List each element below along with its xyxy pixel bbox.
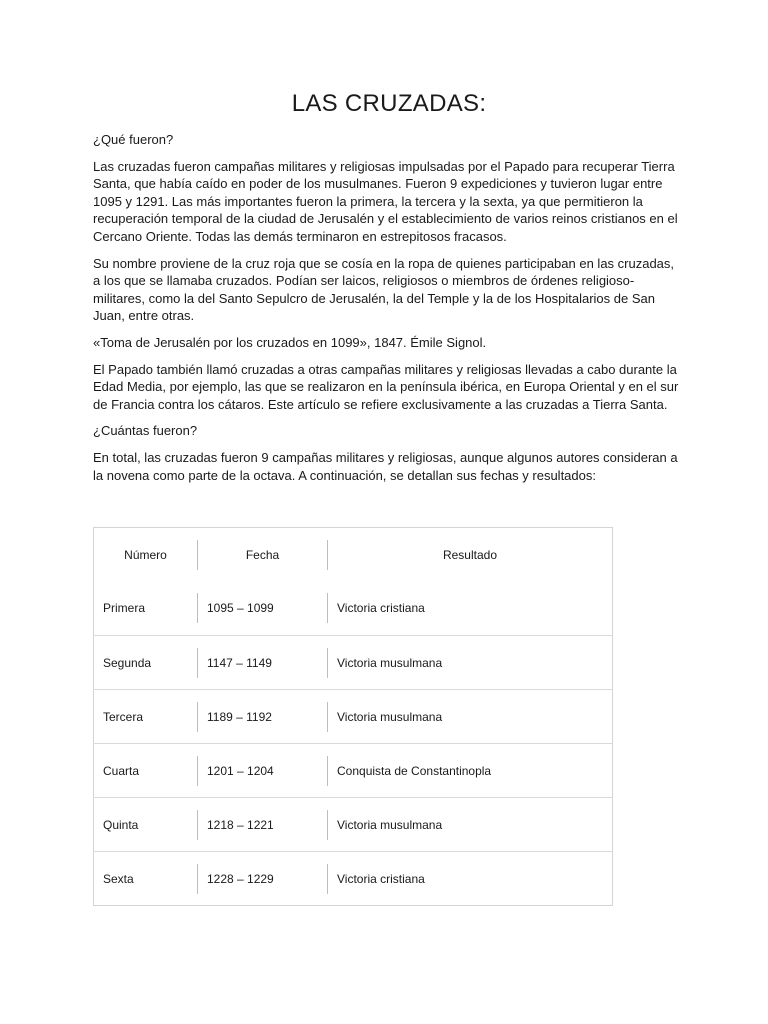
image-caption: «Toma de Jerusalén por los cruzados en 1099», 1847. Émile Signol. — [93, 334, 487, 350]
table-cell: 1189 – 1192 — [197, 690, 327, 744]
section-heading-que-fueron: ¿Qué fueron? — [93, 132, 174, 147]
document-title: LAS CRUZADAS: — [291, 90, 487, 117]
table-cell: Victoria musulmana — [327, 798, 613, 852]
document-body — [93, 131, 683, 493]
table-cell: Cuarta — [103, 763, 140, 778]
table-header-cell: Fecha — [197, 528, 327, 582]
table-cell: 1228 – 1229 — [197, 852, 327, 906]
table-header-cell: Resultado — [327, 528, 613, 582]
table-cell: Victoria cristiana — [327, 582, 613, 636]
paragraph-definition: Las cruzadas fueron campañas militares y religiosas impulsadas por el Papado para recuperar Tierra Santa, que había caído en poder de los musulmanes. Fueron 9 expediciones y tuvieron lugar entre 1095 y 1291. Las más importantes fueron la primera, la tercera y la sexta, ya que permitieron la recuperación temporal de la ciudad de Jerusalén y el establecimiento de varios reinos cristianos en el Cercano Oriente. Todas las demás terminaron en estrepitosos fracasos. — [93, 158, 678, 244]
table-row — [94, 798, 613, 852]
table-header-cell: Número — [124, 547, 167, 562]
table-cell: Victoria musulmana — [327, 636, 613, 690]
paragraph-name-origin: Su nombre proviene de la cruz roja que se cosía en la ropa de quienes participaban en las cruzadas, a los que se llamaba cruzados. Podían ser laicos, religiosos o miembros de órdenes religioso-militares, como la del Santo Sepulcro de Jerusalén, la del Temple y la de los Hospitalarios de San Juan, entre otras. — [93, 255, 675, 324]
table-row — [94, 852, 613, 906]
table-row — [94, 690, 613, 744]
table-cell: 1095 – 1099 — [197, 582, 327, 636]
table-cell: Segunda — [103, 655, 152, 670]
paragraph-other-crusades: El Papado también llamó cruzadas a otras campañas militares y religiosas llevadas a cabo durante la Edad Media, por ejemplo, las que se realizaron en la península ibérica, en Europa Oriental y en el sur de Francia contra los cátaros. Este artículo se refiere exclusivamente a las cruzadas a Tierra Santa. — [93, 361, 679, 412]
table-cell: Tercera — [103, 709, 144, 724]
table-header-row — [94, 528, 613, 582]
table-cell: 1147 – 1149 — [197, 636, 327, 690]
table-cell: Victoria musulmana — [327, 690, 613, 744]
table-cell: 1218 – 1221 — [197, 798, 327, 852]
table-cell: Conquista de Constantinopla — [327, 744, 613, 798]
table-cell: Primera — [103, 601, 146, 616]
paragraph-total: En total, las cruzadas fueron 9 campañas militares y religiosas, aunque algunos autores consideran a la novena como parte de la octava. A continuación, se detallan sus fechas y resultados: — [93, 449, 678, 483]
table-cell: 1201 – 1204 — [197, 744, 327, 798]
table-cell: Quinta — [103, 817, 139, 832]
table-row — [94, 582, 613, 636]
table-row — [94, 636, 613, 690]
table-cell: Victoria cristiana — [327, 852, 613, 906]
section-heading-cuantas-fueron: ¿Cuántas fueron? — [93, 423, 198, 439]
table-cell: Sexta — [103, 871, 134, 886]
table-row — [94, 744, 613, 798]
crusades-table — [93, 527, 613, 906]
